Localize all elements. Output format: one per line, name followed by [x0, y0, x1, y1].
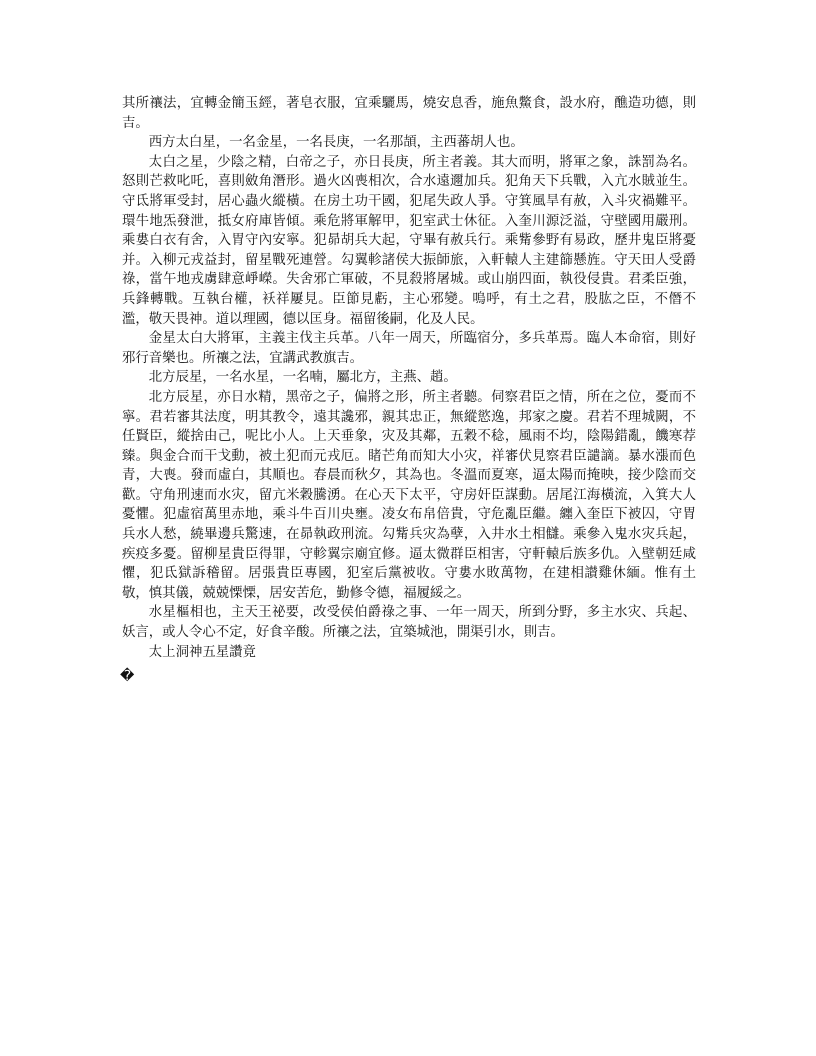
document-body [122, 94, 696, 662]
paragraph-venus-description: 太白之星，少陰之精，白帝之子，亦日長庚，所主者義。其大而明，將軍之象，誅罰為名。怒則芒救叱吒，喜則斂角潛形。過火凶喪相次，合水遠邇加兵。犯角天下兵戰，入亢水賊並生。守氐將軍受封，居心蟲火縱橫。在房土功干國，犯尾失政人爭。守箕風旱有赦，入斗灾禍難平。環牛地炁發泄，抵女府庫皆傾。乘危將軍解甲，犯室武士休征。入奎川源泛溢，守壁國用嚴刑。乘婁白衣有舍，入胃守內安寧。犯昴胡兵大起，守畢有赦兵行。乘觜參野有易政，歷井鬼臣將憂并。入柳元戎益封，留星戰死連營。勾翼軫諸侯大振師旅，入軒轅人主建篩懸旌。守天田人受爵祿，當午地戎虜肆意崢嶸。失舍邪亡軍破，不見殺將屠城。或山崩四面，執役侵貴。君柔臣強，兵鋒轉戰。互執台權，袄祥屢見。臣節見虧，主心邪變。嗚呼，有土之君，股肱之臣，不僭不濫，敬天畏神。道以理國，德以匡身。福留後嗣，化及人民。 [122, 154, 696, 327]
paragraph-venus-heading: 西方太白星，一名金星，一名長庚，一名那頡，主西蕃胡人也。 [148, 135, 524, 151]
paragraph-mercury-heading: 北方辰星，一名水星，一名喃，屬北方，主燕、趙。 [148, 370, 457, 386]
paragraph-mercury-ritual: 水星樞相也，主天王祕要，改受侯伯爵祿之事、一年一周天，所到分野，多主水灾、兵起、妖言，或人令心不定，好食辛酸。所禳之法，宜築城池，開渠引水，則吉。 [122, 605, 696, 641]
paragraph-ritual-end: 其所禳法，宜轉金簡玉經，著皂衣服，宜乘驪馬，燒安息香，施魚鱉食，設水府，醮造功德，則吉。 [122, 96, 696, 131]
paragraph-colophon: 太上洞神五星讚竟 [148, 644, 256, 660]
paragraph-mercury-description: 北方辰星，亦日水精，黑帝之子，偏將之形，所主者聽。伺察君臣之情，所在之位，憂而不寧。君若審其法度，明其教令，遠其讒邪，親其忠正，無縱慾逸，邦家之慶。君若不理城闕，不任賢臣，縱捨由己，呢比小人。上天垂象，灾及其鄰，五穀不稔，風雨不均，陰陽錯亂，饑寒荐臻。與金合而干戈動，被土犯而元戎厄。睹芒角而知大小灾，祥審伏見察君臣譴謫。暴水漲而色青，大喪。發而虛白，其順也。春晨而秋夕，其為也。冬溫而夏寒，逼太陽而掩映，接少陰而交歡。守角刑速而水灾，留亢米穀騰湧。在心天下太平，守房奸臣謀動。居尾江海橫流，入箕大人憂懼。犯虛宿萬里赤地，乘斗牛百川央壅。凌女布帛倍貴，守危亂臣繼。纏入奎臣下被囚，守胃兵水人愁，繞畢邊兵驚速，在昴執政刑流。勾觜兵灾為孽，入井水土相讎。乘參入鬼水灾兵起，疾疫多憂。留柳星貴臣得罪，守軫翼宗廟宜修。逼太微群臣相害，守軒轅后族多仇。入壁朝廷咸懼，犯氐獄訴稽留。居張貴臣專國，犯室后黨被收。守婁水敗萬物，在建相讃雞休緬。惟有土敬，慎其儀，兢兢慄慄，居安苦危，勤修令德，福履綏之。 [122, 389, 696, 601]
replacement-glyph: � [120, 668, 135, 684]
paragraph-venus-ritual: 金星太白大將軍，主義主伐主兵革。八年一周天，所臨宿分，多兵革焉。臨人本命宿，則好邪行音樂也。所禳之法，宜講武教旗吉。 [122, 331, 696, 366]
